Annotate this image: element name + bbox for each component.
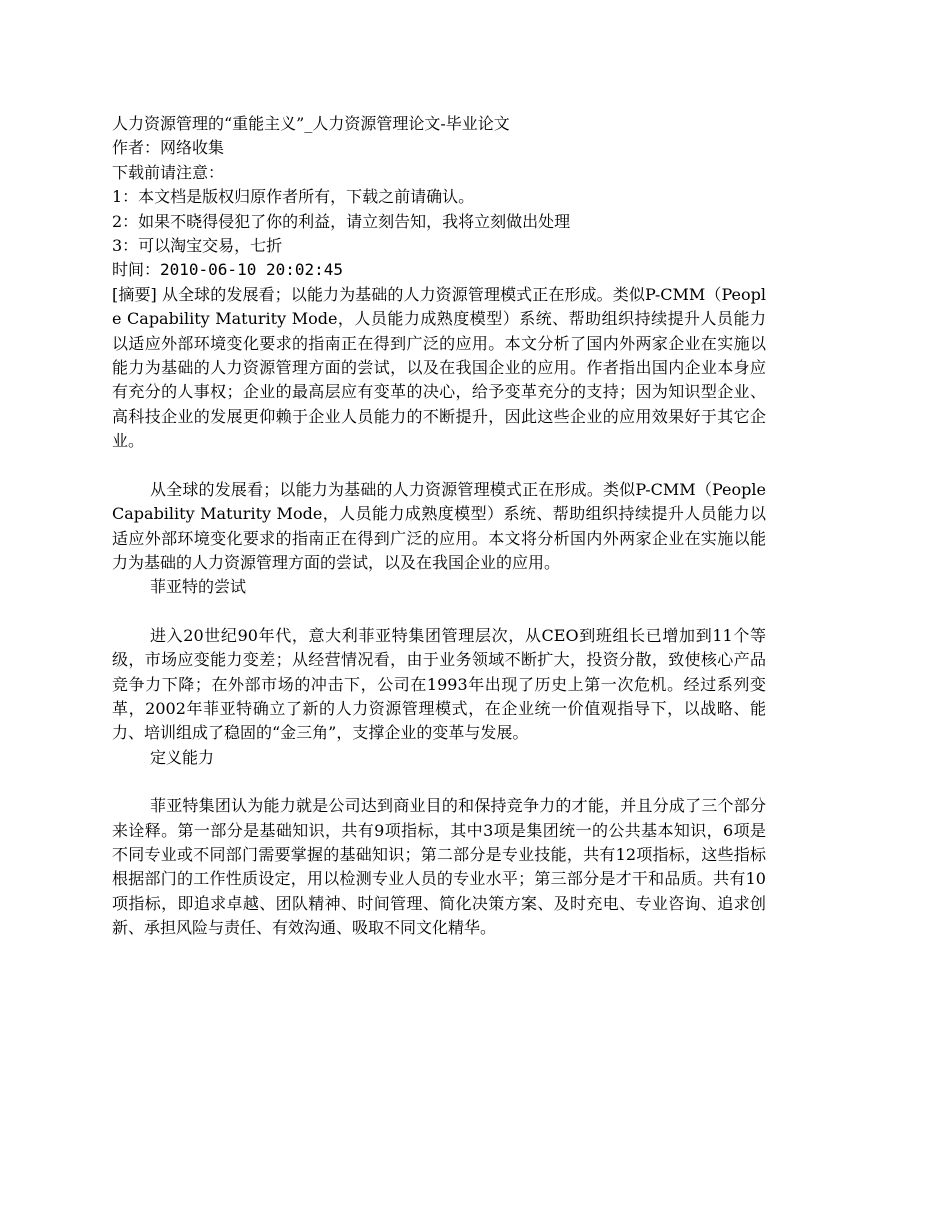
document-page — [112, 112, 766, 941]
document-time: 时间：2010-06-10 20:02:45 — [112, 260, 344, 280]
notice-item: 1：本文档是版权归原作者所有，下载之前请确认。 — [112, 187, 475, 207]
notice-item: 2：如果不晓得侵犯了你的利益，请立刻告知，我将立刻做出处理 — [112, 211, 571, 231]
section-heading-define-ability: 定义能力 — [150, 747, 215, 767]
notice-item: 3：可以淘宝交易，七折 — [112, 236, 283, 256]
section-paragraph-define-ability: 菲亚特集团认为能力就是公司达到商业目的和保持竞争力的才能，并且分成了三个部分来诠释。第一部分是基础知识，共有9项指标，其中3项是集团统一的公共基本知识，6项是不同专业或不同部门需要掌握的基础知识；第二部分是专业技能，共有12项指标，这些指标根据部门的工作性质设定，用以检测专业人员的专业水平；第三部分是才干和品质。共有10项指标，即追求卓越、团队精神、时间管理、简化决策方案、及时充电、专业咨询、追求创新、承担风险与责任、有效沟通、吸取不同文化精华。 — [112, 796, 766, 938]
section-heading-fiat: 菲亚特的尝试 — [150, 577, 247, 597]
notice-heading: 下载前请注意： — [112, 162, 225, 182]
section-paragraph-fiat: 进入20世纪90年代，意大利菲亚特集团管理层次，从CEO到班组长已增加到11个等级，市场应变能力变差；从经营情况看，由于业务领域不断扩大，投资分散，致使核心产品竞争力下降；在外部市场的冲击下，公司在1993年出现了历史上第一次危机。经过系列变革，2002年菲亚特确立了新的人力资源管理模式，在企业统一价值观指导下，以战略、能力、培训组成了稳固的“金三角”，支撑企业的变革与发展。 — [112, 625, 766, 743]
abstract-paragraph: [摘要] 从全球的发展看；以能力为基础的人力资源管理模式正在形成。类似P-CMM（People Capability Maturity Mode，人员能力成熟度模型）系统、帮助组织持续提升人员能力以适应外部环境变化要求的指南正在得到广泛的应用。本文分析了国内外两家企业在实施以能力为基础的人力资源管理方面的尝试，以及在我国企业的应用。作者指出国内企业本身应有充分的人事权；企业的最高层应有变革的决心，给予变革充分的支持；因为知识型企业、高科技企业的发展更仰赖于企业人员能力的不断提升，因此这些企业的应用效果好于其它企业。 — [112, 284, 766, 451]
document-author: 作者：网络收集 — [112, 138, 225, 158]
intro-paragraph: 从全球的发展看；以能力为基础的人力资源管理模式正在形成。类似P-CMM（People Capability Maturity Mode，人员能力成熟度模型）系统、帮助组织持续提升人员能力以适应外部环境变化要求的指南正在得到广泛的应用。本文将分析国内外两家企业在实施以能力为基础的人力资源管理方面的尝试，以及在我国企业的应用。 — [112, 479, 766, 572]
document-title: 人力资源管理的“重能主义”_人力资源管理论文-毕业论文 — [112, 114, 510, 133]
